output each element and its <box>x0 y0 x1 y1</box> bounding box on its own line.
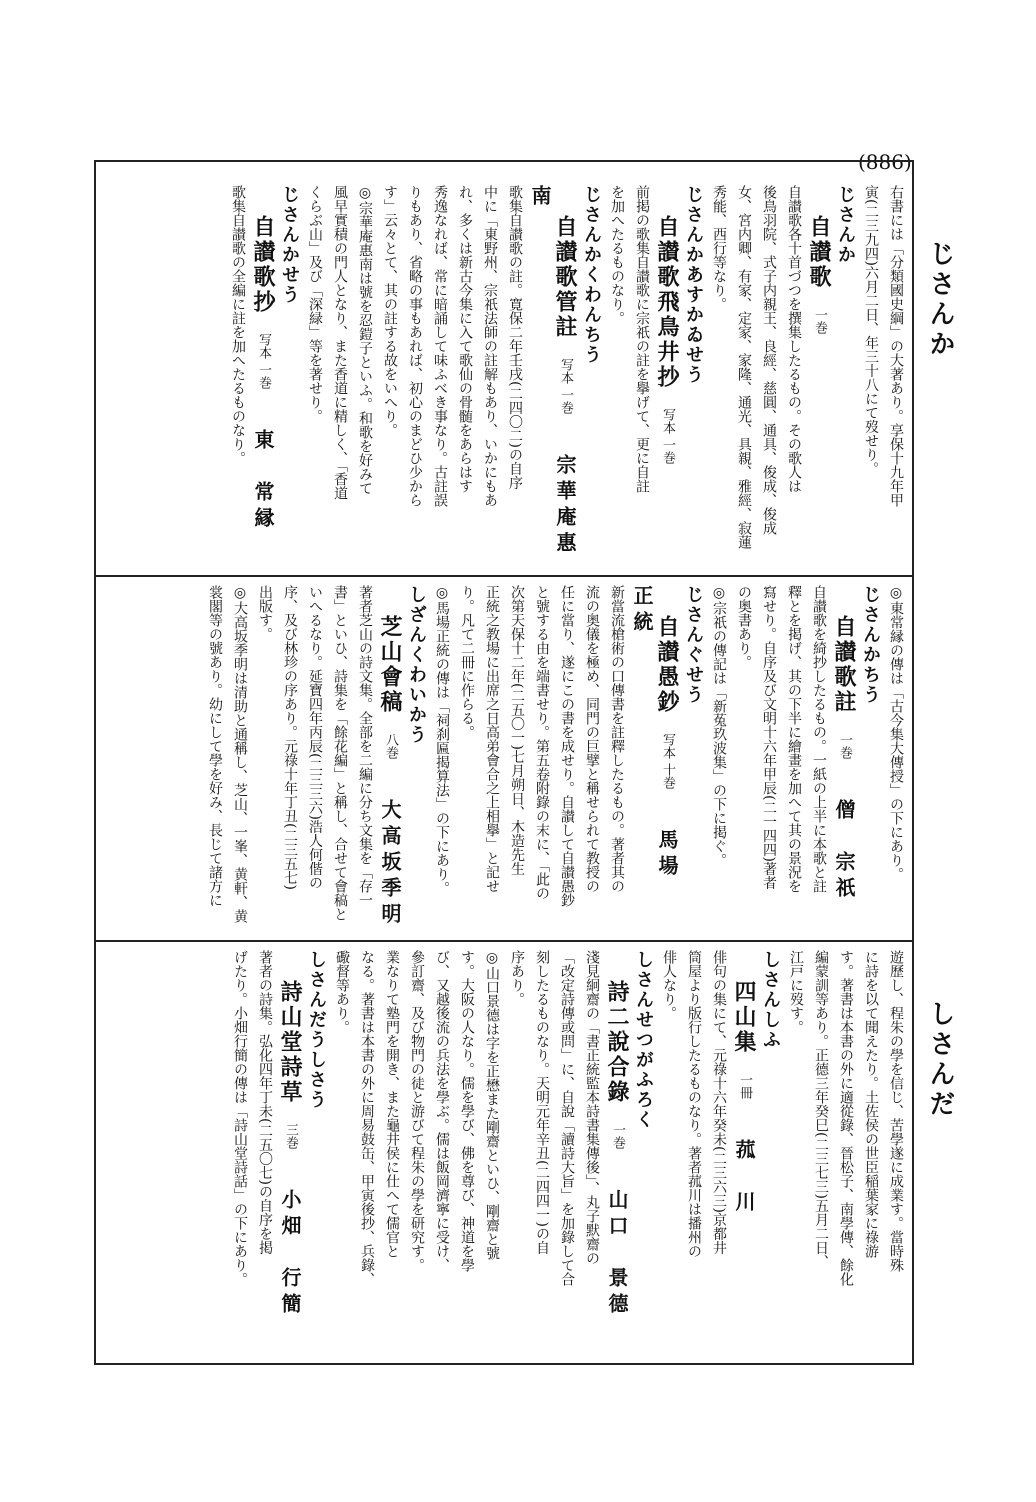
body-text-line: ◎山口景德は字を正懋また剛齋といひ、剛齋と號 <box>484 950 500 1260</box>
body-text-line: 筒屋より版行したるものなり。著者菰川は播州の <box>686 950 702 1258</box>
band-divider <box>94 575 914 577</box>
entry-volumes: 三巻 <box>283 1123 298 1149</box>
body-text-line: 著者芝山の詩文集。全部を二編に分ち文集を「存一 <box>357 585 373 907</box>
body-text-line: す」云々とて、其の註する故をいへり。 <box>382 185 398 437</box>
entries-band-bottom <box>100 950 908 1355</box>
body-text-line: 著者の詩集。弘化四年丁未(二五〇七)の自序を掲 <box>257 950 273 1255</box>
reading-text: じさんかくわんちう <box>581 185 602 365</box>
entry-volumes: 八巻 <box>383 733 398 759</box>
entry-title: 自讃歌抄 <box>250 215 276 315</box>
entry-title: 四山集 <box>731 980 757 1055</box>
body-text-line: 「改定詩傳或問」に、自說「讀詩大旨」を加錄して合 <box>559 950 575 1286</box>
entry-reading <box>857 585 883 930</box>
body-text-line: げたり。小畑行簡の傳は「詩山堂詩話」の下にあり。 <box>232 950 248 1286</box>
reading-text: しさんせつがふろく <box>633 950 654 1130</box>
body-text-line: ◎馬場正統の傳は「祠刹匾揭算法」の下にあり。 <box>434 585 450 895</box>
entry-title: 自讃歌管註 <box>552 215 578 340</box>
body-text-line: 俳句の集にて、元祿十六年癸未(二三六三)京都井 <box>711 950 727 1255</box>
body-text-line: 中に「東野州、宗祇法師の註解もあり、いかにもあ <box>482 185 498 507</box>
body-text-line: 編蒙訓等あり。正德三年癸巳(二三七三)五月二日、 <box>813 950 829 1269</box>
body-text-line: 自讃歌各十首づつを撰集したるもの。その歌人は <box>786 185 802 493</box>
entry-author: 東 常縁 <box>251 429 275 534</box>
entry-title: 芝山會稿 <box>377 615 403 715</box>
entry-author: 菰 川 <box>732 1139 756 1217</box>
body-text-line: ◎宗華庵惠南は號を忍鎧子といふ。和歌を好みて <box>357 185 373 495</box>
body-text-line: 俳人なり。 <box>661 950 677 1020</box>
body-text-line: 參訂齋、及び物門の徒と游びて程朱の學を研究す。 <box>409 950 425 1272</box>
reading-text: じさんか <box>835 185 856 265</box>
entry-title-line <box>604 950 630 1355</box>
body-text-line: 後鳥羽院、式子内親王、良經、慈圓、通具、俊成、俊成 <box>761 185 777 535</box>
body-text-line: の奥書あり。 <box>736 585 752 669</box>
entry-volumes: 一冊 <box>737 1073 752 1099</box>
reading-text: じさんぐせう <box>683 585 704 705</box>
entry-title: 自讃歌 <box>806 215 832 290</box>
body-text-line: 寫せり。自序及び文明十六年甲辰(二一四四)著者 <box>761 585 777 890</box>
body-text-line: 序、及び林珍の序あり。元祿十年丁丑(二三五七) <box>282 585 298 890</box>
reading-text: しざんくわいかう <box>406 585 427 745</box>
entry-reading <box>276 185 302 565</box>
reading-text: じさんかあすかゐせう <box>683 185 704 385</box>
body-text-line: なる。著書は本書の外に周易鼓缶、甲寅後抄、兵錄、 <box>359 950 375 1286</box>
reading-text: じさんかちう <box>860 585 881 705</box>
body-text-line: 前掲の歌集自讃歌に宗祇の註を擧げて、更に自註 <box>634 185 650 493</box>
body-text-line: 序あり。 <box>509 950 525 1006</box>
entry-title-line <box>731 950 757 1355</box>
entry-title: 自讃歌飛鳥井抄 <box>654 215 680 390</box>
body-text-line: と號する由を端書せり。第五卷附錄の末に、「此の <box>534 585 550 900</box>
entry-title-line <box>250 185 276 565</box>
entry-author: 大高坂季明 <box>378 799 402 929</box>
section-head-top: じさんか <box>925 240 955 360</box>
entry-title-line <box>629 585 680 930</box>
body-text-line: 正統之教場に出席之日高弟會合之上相擧」と記せ <box>484 585 500 893</box>
entry-reading <box>757 950 783 1355</box>
body-text-line: す。著書は本書の外に適從錄、晉松子、南學傳、餘化 <box>838 950 854 1286</box>
body-text-line: び、又越後流の兵法を學ぶ。儒は飯岡濟寧に受け、 <box>434 950 450 1272</box>
body-text-line: 江戸に歿す。 <box>788 950 804 1034</box>
entry-title-line <box>377 585 403 930</box>
body-text-line: れ、多くは新古今集に入て歌仙の骨髄をあらはす <box>457 185 473 493</box>
body-text-line: くらぶ山」及び「深緑」等を著せり。 <box>307 185 323 423</box>
entry-reading <box>832 185 858 565</box>
entry-volumes: 一巻 <box>610 1123 625 1149</box>
entry-author: 僧 宗祇 <box>832 799 856 903</box>
entry-reading <box>578 185 604 565</box>
entry-title-line <box>277 950 303 1355</box>
body-text-line: ◎東常縁の傳は「古今集大傳授」の下にあり。 <box>888 585 904 881</box>
entry-reading <box>680 585 706 930</box>
entry-reading <box>630 950 656 1355</box>
entry-volumes: 写本 一巻 <box>558 358 573 415</box>
body-text-line: 礮督等あり。 <box>334 950 350 1034</box>
entries-band-top <box>100 185 908 565</box>
entry-author: 馬場 正統 <box>630 585 679 908</box>
body-text-line: を加へたるものなり。 <box>609 185 625 325</box>
body-text-line: ◎宗祇の傳記は「新菟玖波集」の下に掲ぐ。 <box>711 585 727 867</box>
body-text-line: す。大阪の人なり。儒を學び、佛を尊び、神道を學 <box>459 950 475 1272</box>
entry-title-line <box>806 185 832 565</box>
entry-reading <box>403 585 429 930</box>
body-text-line: 流の奥儀を極め、同門の巨擘と稱せられて教授の <box>584 585 600 893</box>
body-text-line: 書」といひ、詩集を「餘花編」と稱し、合せて會稿と <box>332 585 348 921</box>
body-text-line: 裳閣等の號あり。幼にして學を好み、長じて諸方に <box>207 585 223 907</box>
body-text-line: 自讃歌を綺抄したるもの。一紙の上半に本歌と註 <box>811 585 827 893</box>
reading-text: しさんだうしさう <box>306 950 327 1110</box>
body-text-line: 右書には「分類國史綱」の大著あり。享保十九年甲 <box>888 185 904 507</box>
body-text-line: 出版す。 <box>257 585 273 641</box>
entry-author: 小畑 行簡 <box>278 1189 302 1319</box>
body-text-line: 新當流槍術の口傳書を註釋したるもの。著者其の <box>609 585 625 893</box>
entry-reading <box>680 185 706 565</box>
body-text-line: 業なりて塾門を開き、また龜井侯に仕へて儒官と <box>384 950 400 1258</box>
entry-volumes: 写本 十巻 <box>660 733 675 790</box>
body-text-line: 寅(二三九四)六月二日、年三十八にて歿せり。 <box>863 185 879 476</box>
entry-author: 宗華庵惠南 <box>528 185 577 559</box>
entry-title: 自讃歌註 <box>831 615 857 715</box>
entry-title: 自讃愚鈔 <box>654 615 680 715</box>
body-text-line: いへるなり。延寶四年丙辰(二三三六)浩人何偕の <box>307 585 323 890</box>
page-number: (886) <box>858 150 912 174</box>
body-text-line: 淺見絅齋の「書正統監本詩書集傳後」、丸子默齋の <box>584 950 600 1265</box>
entry-title: 詩二說合錄 <box>604 980 630 1105</box>
body-text-line: 歌集自讃歌の全編に註を加へたるものなり。 <box>230 185 246 465</box>
entry-volumes: 一巻 <box>812 308 827 334</box>
body-text-line: 遊歷し、程朱の學を信じ、苦學遂に成業す。當時殊 <box>888 950 904 1272</box>
body-text-line: 風早實積の門人となり、また香道に精しく、「香道 <box>332 185 348 500</box>
band-divider <box>94 940 914 942</box>
entry-reading <box>303 950 329 1355</box>
body-text-line: 釋とを掲げ、其の下半に繪畫を加へて其の景況を <box>786 585 802 893</box>
body-text-line: ◎大高坂季明は清助と通稱し、芝山、一峯、黄軒、黄 <box>232 585 248 923</box>
body-text-line: に詩を以て聞えたり。土佐侯の世臣稲葉家に祿游 <box>863 950 879 1258</box>
entry-volumes: 一巻 <box>837 733 852 759</box>
body-text-line: 女、宮内卿、有家、定家、家隆、通光、具親、雅經、寂蓮 <box>736 185 752 549</box>
entry-title: 詩山堂詩草 <box>277 980 303 1105</box>
body-text-line: りもあり、省略の事もあれば、初心のまどひ少から <box>407 185 423 507</box>
entry-title-line <box>654 185 680 565</box>
body-text-line: 秀逸なれば、常に暗誦して味ふべき事なり。古註誤 <box>432 185 448 507</box>
entry-volumes: 写本 一巻 <box>256 333 271 390</box>
entry-volumes: 写本 一巻 <box>660 408 675 465</box>
reading-text: しさんしふ <box>760 950 781 1050</box>
body-text-line: 歌集自讃歌の註。寛保二年壬戌(二四〇二)の自序 <box>507 185 523 490</box>
body-text-line: 刻したるものなり。天明元年辛丑(二四四一)の自 <box>534 950 550 1255</box>
entry-title-line <box>831 585 857 930</box>
body-text-line: 次第天保十二年(二五〇一)七月朔日、木造先生 <box>509 585 525 876</box>
body-text-line: 任に當り、遂にこの書を成せり。自讃して自讃愚鈔 <box>559 585 575 907</box>
entries-band-middle <box>100 585 908 930</box>
section-head-bottom: しさんだ <box>925 1000 955 1120</box>
body-text-line: 秀能、西行等なり。 <box>711 185 727 311</box>
body-text-line: り。凡て二冊に作らる。 <box>459 585 475 739</box>
entry-author: 山口 景德 <box>605 1189 629 1319</box>
reading-text: じさんかせう <box>279 185 300 305</box>
entry-title-line <box>527 185 578 565</box>
